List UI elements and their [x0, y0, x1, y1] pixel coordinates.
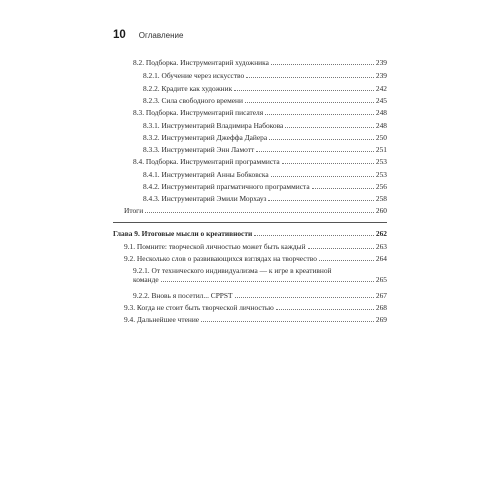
dot-leader [271, 176, 374, 177]
toc-entry-line2 [133, 275, 387, 284]
toc-entry-page: 253 [375, 157, 387, 166]
dot-leader [254, 235, 374, 236]
toc-entry-page: 264 [375, 254, 387, 263]
toc-entry-9-4 [124, 315, 387, 324]
dot-leader [271, 64, 374, 65]
toc-entry-title: 9.3. Когда не стоит быть творческой личностью [124, 303, 274, 312]
toc-entry-title: 8.3.3. Инструментарий Энн Ламотт [143, 145, 255, 154]
toc-entry-8-2-2 [143, 84, 387, 93]
toc-entry-title: 8.4. Подборка. Инструментарий программиста [133, 157, 280, 166]
toc-entry-title-line1: 9.2.1. От технического индивидуализма — к игре в креативной [133, 266, 332, 275]
toc-entry-title: 9.2.2. Вновь я посетил... CPPST [133, 291, 233, 300]
dot-leader [235, 297, 374, 298]
toc-entry-summary [124, 206, 387, 215]
toc-entry-title: 8.2. Подборка. Инструментарий художника [133, 58, 269, 67]
toc-entry-page: 251 [375, 145, 387, 154]
toc-entry-8-4-1 [143, 170, 387, 179]
dot-leader [265, 114, 374, 115]
toc-entry-page: 248 [375, 121, 387, 130]
dot-leader [245, 102, 374, 103]
dot-leader [308, 248, 374, 249]
toc-entry-9-2-1 [133, 266, 387, 284]
toc-entry-page: 258 [375, 194, 387, 203]
toc-entry-page: 239 [375, 58, 387, 67]
toc-entry-8-2-1 [143, 71, 387, 80]
toc-entry-title: 8.3.2. Инструментарий Джеффа Дайера [143, 133, 268, 142]
chapter-divider [113, 222, 387, 223]
toc-entry-9-3 [124, 303, 387, 312]
dot-leader [319, 260, 374, 261]
toc-entry-page: 253 [375, 170, 387, 179]
toc-entry-8-4-3 [143, 194, 387, 203]
toc-entry-page: 267 [375, 291, 387, 300]
dot-leader [312, 188, 374, 189]
dot-leader [161, 281, 374, 282]
dot-leader [234, 90, 374, 91]
toc-entry-page: 248 [375, 108, 387, 117]
dot-leader [246, 77, 374, 78]
toc-entry-title: Итоги [124, 206, 144, 215]
toc-entry-page: 260 [375, 206, 387, 215]
toc-entry-title-line2: команде [133, 275, 159, 284]
page-number: 10 [113, 29, 126, 41]
toc-entry-page: 265 [375, 275, 387, 284]
toc-entry-title: 8.2.1. Обучение через искусство [143, 71, 245, 80]
dot-leader [256, 151, 374, 152]
toc-entry-title: 9.1. Помните: творческой личностью может быть каждый [124, 242, 306, 251]
toc-entry-title: 9.4. Дальнейшее чтение [124, 315, 200, 324]
toc-entry-title: 8.4.1. Инструментарий Анны Бобковска [143, 170, 269, 179]
toc-entry-8-3-1 [143, 121, 387, 130]
toc-entry-page: 268 [375, 303, 387, 312]
toc-entry-9-1 [124, 242, 387, 251]
toc-entry-8-2-3 [143, 96, 387, 105]
toc-entry-9-2 [124, 254, 387, 263]
toc-entry-title: 9.2. Несколько слов о развивающихся взглядах на творчество [124, 254, 317, 263]
dot-leader [276, 309, 374, 310]
toc-entry-title: Глава 9. Итоговые мысли о креативности [113, 229, 253, 238]
dot-leader [285, 127, 374, 128]
toc-entry-title: 8.4.2. Инструментарий прагматичного программиста [143, 182, 310, 191]
toc-entry-title: 8.3. Подборка. Инструментарий писателя [133, 108, 264, 117]
toc-entry-page: 256 [375, 182, 387, 191]
dot-leader [268, 200, 373, 201]
toc-entry-page: 262 [375, 229, 387, 238]
toc-entry-9-2-2 [133, 291, 387, 300]
toc-entry-8-4-2 [143, 182, 387, 191]
toc-chapter-9 [113, 229, 387, 238]
toc-entry-page: 245 [375, 96, 387, 105]
toc-entry-8-2 [133, 58, 387, 67]
toc-entry-8-3 [133, 108, 387, 117]
toc-entry-page: 239 [375, 71, 387, 80]
dot-leader [201, 321, 374, 322]
toc-entry-page: 263 [375, 242, 387, 251]
toc-entry-8-4 [133, 157, 387, 166]
toc-entry-page: 242 [375, 84, 387, 93]
toc-entry-title: 8.2.2. Крадите как художник [143, 84, 233, 93]
toc-entry-title: 8.4.3. Инструментарий Эмили Морхауз [143, 194, 267, 203]
running-title: Оглавление [138, 31, 184, 40]
toc-entry-page: 250 [375, 133, 387, 142]
dot-leader [269, 139, 374, 140]
dot-leader [145, 212, 374, 213]
toc-entry-page: 269 [375, 315, 387, 324]
toc-entry-title: 8.3.1. Инструментарий Владимира Набокова [143, 121, 284, 130]
toc-entry-8-3-3 [143, 145, 387, 154]
dot-leader [282, 163, 374, 164]
toc-entry-title: 8.2.3. Сила свободного времени [143, 96, 243, 105]
toc-entry-8-3-2 [143, 133, 387, 142]
